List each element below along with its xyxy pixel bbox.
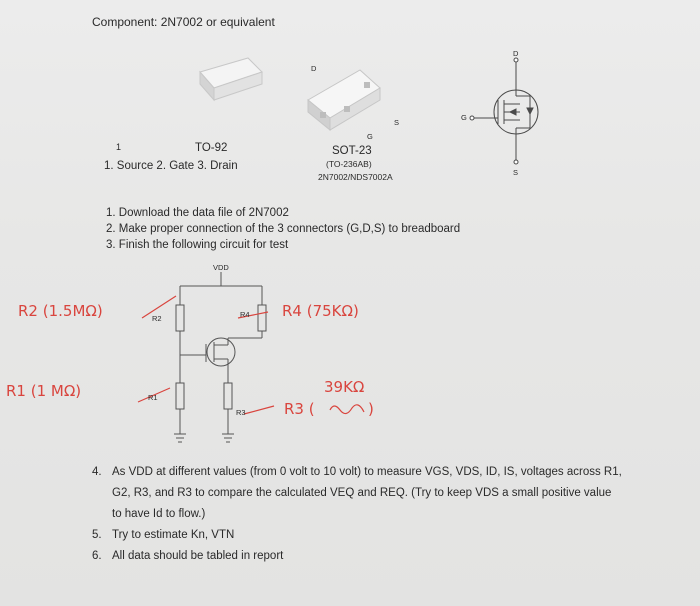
to92-package-name: TO-92 [195,142,228,154]
r3-small-label: R3 [236,408,246,417]
symbol-drain-label: D [513,49,519,58]
to92-pin-one-label: 1 [116,142,122,152]
r1-small-label: R1 [148,393,158,402]
vdd-label: VDD [213,263,229,272]
instruction-item: 1. Download the data file of 2N7002 [106,207,289,219]
symbol-gate-label: G [461,113,467,122]
handwritten-r1-value: R1 (1 MΩ) [6,382,82,400]
task-list [92,462,692,567]
test-circuit [174,272,266,442]
sot23-pin-s-label: S [394,118,400,127]
task-6: 6. All data should be tabled in report [92,550,284,562]
sot23-part-number: 2N7002/NDS7002A [318,172,393,182]
handwritten-r3-number: 39KΩ [324,378,365,396]
to92-pinout: 1. Source 2. Gate 3. Drain [104,160,238,172]
page-title: Component: 2N7002 or equivalent [92,15,275,29]
mosfet-symbol [470,58,538,164]
handwritten-r4-value: R4 (75KΩ) [282,302,359,320]
symbol-source-label: S [513,168,519,177]
task-5: 5. Try to estimate Kn, VTN [92,529,235,541]
sot23-package-name: SOT-23 [332,145,372,157]
to92-package-image [200,58,262,100]
sot23-package-image [308,70,380,130]
sot23-pin-g-label: G [367,132,373,141]
sot23-pin-d-label: D [311,64,317,73]
handwritten-r3-value: R3 ( [284,400,315,418]
task-4: 4. As VDD at different values (from 0 volt to 10 volt) to measure VGS, VDS, ID, IS, voltages across R1, G2, R3, and R3 to compare the calculated VEQ and REQ. (Try to keep VDS a small positive value to have Id to flow.) [92,466,622,520]
instruction-item: 2. Make proper connection of the 3 connectors (G,D,S) to breadboard [106,223,461,235]
sot23-package-sub: (TO-236AB) [326,159,372,169]
instruction-list [106,205,460,253]
handwritten-r2-value: R2 (1.5MΩ) [18,302,103,320]
r2-small-label: R2 [152,314,162,323]
instruction-item: 3. Finish the following circuit for test [106,239,289,251]
r4-small-label: R4 [240,310,250,319]
